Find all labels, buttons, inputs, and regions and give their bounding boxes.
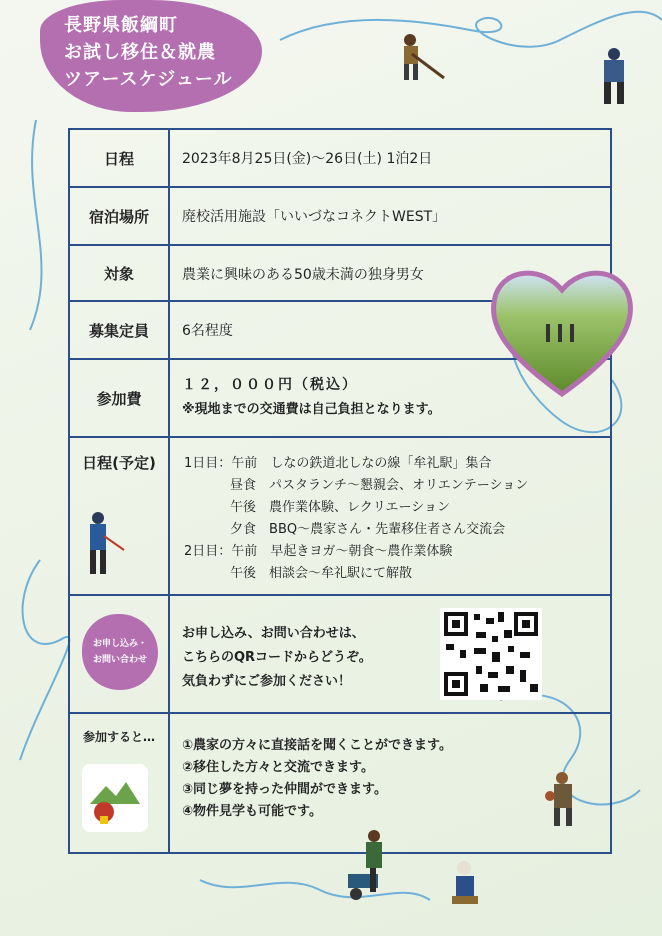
label-lodging: 宿泊場所	[70, 188, 170, 244]
contact-line-1: お申し込み、お問い合わせは、	[182, 626, 365, 641]
schedule-line	[230, 562, 412, 581]
contact-badge-line-2: お問い合わせ	[92, 655, 147, 665]
contact-line-2: こちらのQRコードからどうぞ。	[182, 650, 372, 665]
schedule-time: 夕食	[230, 522, 257, 537]
schedule-day: 2日目：	[184, 544, 232, 559]
label-target: 対象	[70, 246, 170, 300]
benefit-line-4: ④物件見学も可能です。	[182, 804, 322, 819]
title-line-3: ツアースケジュール	[64, 69, 233, 90]
schedule-line	[230, 474, 528, 493]
contact-badge-line-1: お申し込み・	[92, 639, 147, 649]
schedule-line	[230, 496, 450, 515]
value-target: 農業に興味のある50歳未満の独身男女	[182, 267, 424, 283]
schedule-time: 午前	[231, 456, 258, 471]
row-schedule	[70, 438, 610, 596]
tour-info-table	[68, 128, 612, 854]
iizuna-logo	[82, 764, 148, 832]
contact-line-3: 気負わずにご参加ください！	[182, 674, 352, 689]
schedule-text: BBQ～農家さん・先輩移住者さん交流会	[269, 522, 506, 537]
farmer-harvest-illustration	[540, 770, 590, 830]
benefit-line-1: ①農家の方々に直接話を聞くことができます。	[182, 738, 452, 753]
value-fee: １２，０００円（税込）	[182, 377, 358, 393]
farmer-sickle-illustration	[74, 510, 128, 584]
schedule-text: しなの鉄道北しなの線「牟礼駅」集合	[270, 456, 492, 471]
contact-badge	[82, 614, 158, 690]
label-benefits: 参加すると…	[82, 730, 155, 744]
title-line-1: 長野県飯綱町	[64, 15, 178, 36]
label-capacity: 募集定員	[70, 302, 170, 358]
benefit-line-2: ②移住した方々と交流できます。	[182, 760, 374, 775]
value-fee-note: ※現地までの交通費は自己負担となります。	[182, 402, 441, 417]
row-date	[70, 130, 610, 188]
qr-code[interactable]	[440, 608, 542, 700]
farmer-kneeling-illustration	[440, 860, 490, 920]
row-benefits	[70, 714, 610, 852]
title-line-2: お試し移住＆就農	[64, 42, 216, 63]
farmer-hoe-illustration	[392, 30, 452, 90]
schedule-time: 午前	[231, 544, 258, 559]
heart-shaped-photo	[486, 254, 638, 400]
schedule-time: 午後	[230, 566, 257, 581]
farmer-carrying-illustration	[594, 46, 634, 110]
schedule-text: 相談会～牟礼駅にて解散	[269, 566, 413, 581]
label-benefits-cell	[70, 714, 170, 852]
value-capacity: 6名程度	[182, 323, 233, 339]
schedule-time: 昼食	[230, 478, 257, 493]
value-date: 2023年8月25日(金)～26日(土) 1泊2日	[182, 151, 433, 167]
page-title	[64, 12, 244, 93]
schedule-line	[230, 518, 505, 537]
schedule-text: パスタランチ～懇親会、オリエンテーション	[269, 478, 529, 493]
label-contact-cell	[70, 596, 170, 712]
schedule-text: 早起きヨガ～朝食～農作業体験	[270, 544, 453, 559]
schedule-day: 1日目：	[184, 456, 232, 471]
schedule-line	[184, 540, 452, 559]
row-lodging	[70, 188, 610, 246]
value-lodging: 廃校活用施設「いいづなコネクトWEST」	[182, 209, 447, 225]
farmer-wheelbarrow-illustration	[346, 828, 396, 902]
label-fee: 参加費	[70, 360, 170, 436]
schedule-text: 農作業体験、レクリエーション	[269, 500, 450, 515]
schedule-time: 午後	[230, 500, 257, 515]
label-schedule: 日程(予定)	[70, 438, 170, 594]
benefit-line-3: ③同じ夢を持った仲間ができます。	[182, 782, 387, 797]
label-date: 日程	[70, 130, 170, 186]
schedule-line	[184, 452, 491, 471]
